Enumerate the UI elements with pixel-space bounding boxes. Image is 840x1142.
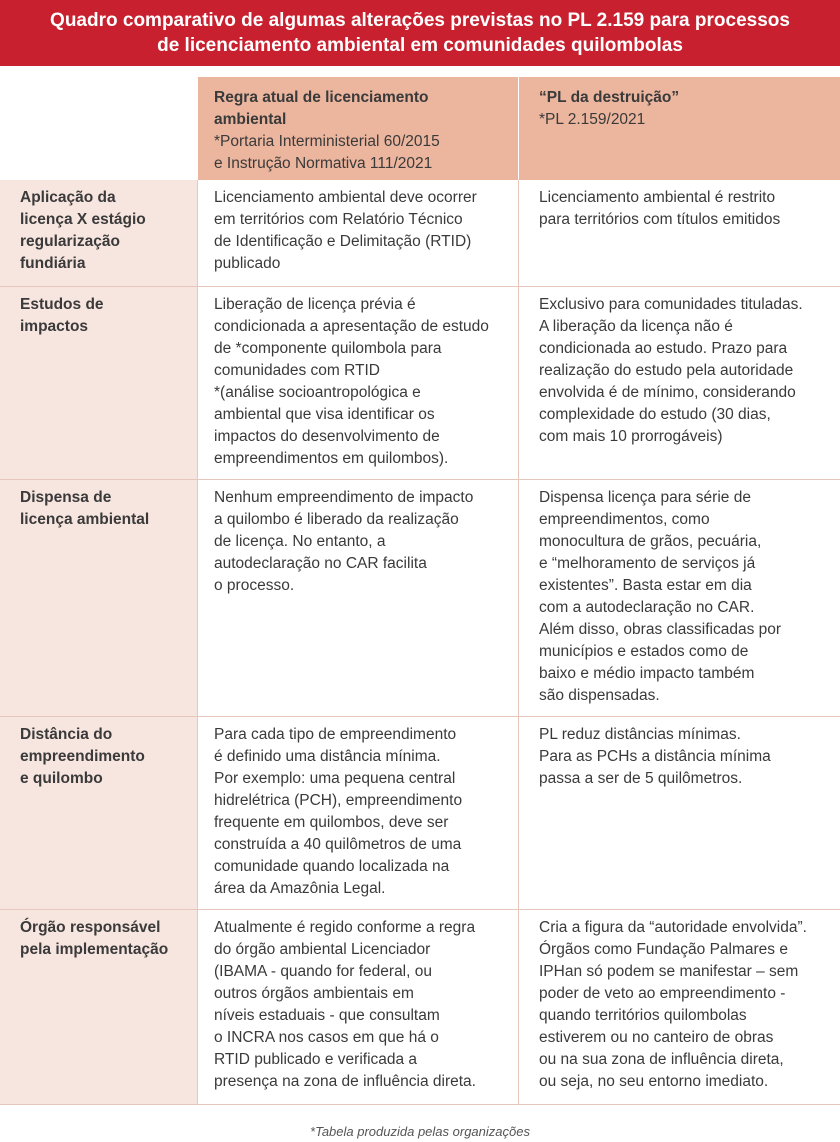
proposed-rule-cell: PL reduz distâncias mínimas. Para as PCHs a distância mínima passa a ser de 5 quilômetros. bbox=[519, 717, 840, 909]
footnote: *Tabela produzida pelas organizações bbox=[310, 1124, 530, 1139]
current-rule-subtitle: *Portaria Interministerial 60/2015 e Instrução Normativa 111/2021 bbox=[214, 133, 440, 172]
current-rule-cell: Nenhum empreendimento de impacto a quilombo é liberado da realização de licença. No entanto, a autodeclaração no CAR facilita o processo. bbox=[198, 480, 519, 716]
empty-corner-cell bbox=[0, 77, 198, 180]
proposed-rule-cell: Exclusivo para comunidades tituladas. A liberação da licença não é condicionada ao estudo. Prazo para realização do estudo pela autoridade envolvida é de mínimo, considerando complexidade do estudo (30 dias, com mais 10 prorrogáveis) bbox=[519, 287, 840, 479]
table-row bbox=[0, 480, 840, 717]
proposed-rule-cell: Dispensa licença para série de empreendimentos, como monocultura de grãos, pecuária, e “melhoramento de serviços já existentes”. Basta estar em dia com a autodeclaração no CAR. Além disso, obras classificadas por municípios e estados como de baixo e médio impacto também são dispensadas. bbox=[519, 480, 840, 716]
page-title: Quadro comparativo de algumas alterações previstas no PL 2.159 para processos de licenciamento ambiental em comunidades quilombolas bbox=[50, 10, 790, 56]
current-rule-cell: Liberação de licença prévia é condicionada a apresentação de estudo de *componente quilombola para comunidades com RTID *(análise socioantropológica e ambiental que visa identificar os impactos do desenvolvimento de empreendimentos em quilombos). bbox=[198, 287, 519, 479]
proposed-rule-cell: Licenciamento ambiental é restrito para territórios com títulos emitidos bbox=[519, 180, 840, 286]
proposed-rule-cell: Cria a figura da “autoridade envolvida”. Órgãos como Fundação Palmares e IPHan só podem se manifestar – sem poder de veto ao empreendimento - quando territórios quilombolas estiverem ou no canteiro de obras ou na sua zona de influência direta, ou seja, no seu entorno imediato. bbox=[519, 910, 840, 1104]
row-label: Dispensa de licença ambiental bbox=[0, 480, 198, 716]
table-row bbox=[0, 717, 840, 910]
current-rule-cell: Atualmente é regido conforme a regra do órgão ambiental Licenciador (IBAMA - quando for federal, ou outros órgãos ambientais em níveis estaduais - que consultam o INCRA nos casos em que há o RTID publicado e verificada a presença na zona de influência direta. bbox=[198, 910, 519, 1104]
table-header-row bbox=[0, 77, 840, 180]
proposed-rule-title: “PL da destruição” bbox=[539, 89, 680, 106]
row-label: Órgão responsável pela implementação bbox=[0, 910, 198, 1104]
table-row bbox=[0, 180, 840, 287]
comparison-table bbox=[0, 77, 840, 1105]
row-label: Estudos de impactos bbox=[0, 287, 198, 479]
proposed-rule-subtitle: *PL 2.159/2021 bbox=[539, 111, 646, 128]
table-row bbox=[0, 910, 840, 1105]
current-rule-title: Regra atual de licenciamento ambiental bbox=[214, 89, 429, 128]
current-rule-cell: Licenciamento ambiental deve ocorrer em territórios com Relatório Técnico de Identificação e Delimitação (RTID) publicado bbox=[198, 180, 519, 286]
table-row bbox=[0, 287, 840, 480]
column-header-current bbox=[198, 77, 519, 180]
column-header-proposed bbox=[519, 77, 840, 180]
title-banner bbox=[0, 0, 840, 66]
row-label: Distância do empreendimento e quilombo bbox=[0, 717, 198, 909]
row-label: Aplicação da licença X estágio regularização fundiária bbox=[0, 180, 198, 286]
current-rule-cell: Para cada tipo de empreendimento é definido uma distância mínima. Por exemplo: uma pequena central hidrelétrica (PCH), empreendimento frequente em quilombos, deve ser construída a 40 quilômetros de uma comunidade quando localizada na área da Amazônia Legal. bbox=[198, 717, 519, 909]
